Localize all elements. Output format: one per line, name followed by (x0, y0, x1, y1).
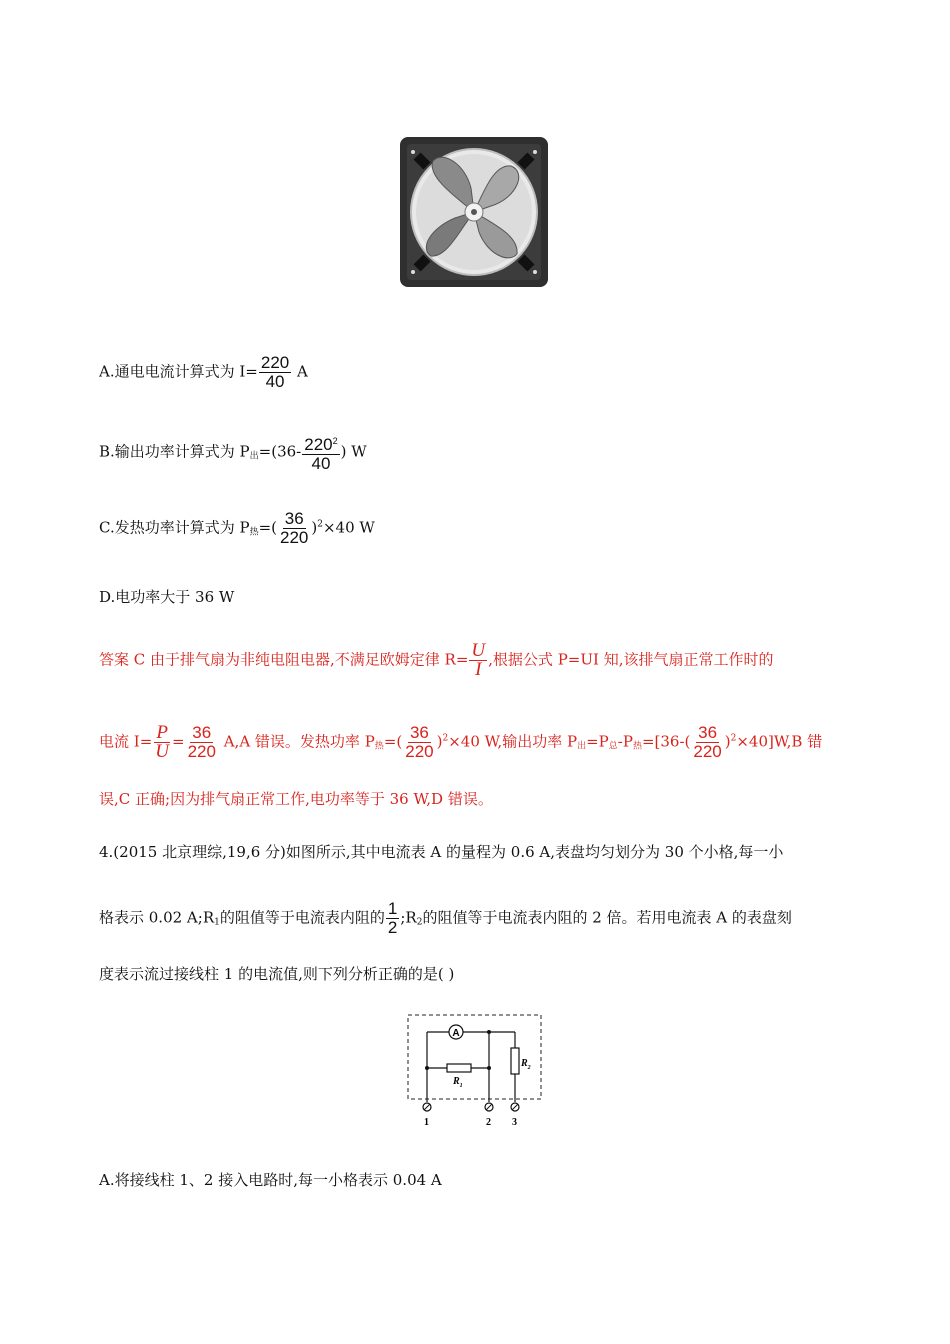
fraction-1-over-2: $\frac{1}{2}$ (387, 899, 398, 937)
option-a-prefix: A.通电电流计算式为 I= (99, 362, 258, 381)
circuit-diagram (405, 1012, 545, 1130)
terminal-label-3: 3 (512, 1117, 517, 1128)
fraction-p-over-u: $\frac{P}{U}$ (155, 722, 169, 762)
r2-label: $R_2$ (521, 1058, 531, 1071)
terminal-label-2: 2 (486, 1117, 491, 1128)
q4-line-1: 4.(2015 北京理综,19,6 分)如图所示,其中电流表 A 的量程为 0.6 A,表盘均匀划分为 30 个小格,每一小 (99, 843, 784, 861)
q4-line-3: 度表示流过接线柱 1 的电流值,则下列分析正确的是( ) (99, 965, 455, 983)
answer-line-1: 答案 C 由于排气扇为非纯电阻电器,不满足欧姆定律 R= $\frac{U}{I}$ ,根据公式 P=UI 知,该排气扇正常工作时的 (99, 640, 774, 680)
answer-line-3: 误,C 正确;因为排气扇正常工作,电功率等于 36 W,D 错误。 (99, 790, 493, 808)
r1-label: $R_1$ (453, 1076, 463, 1089)
q4-option-a: A.将接线柱 1、2 接入电路时,每一小格表示 0.04 A (99, 1171, 442, 1189)
fraction-u-over-i: $\frac{U}{I}$ (471, 640, 486, 680)
fraction-36-over-220: $\frac{36}{220}$ (187, 723, 216, 761)
option-d: D.电功率大于 36 W (99, 588, 235, 606)
answer-line-2: 电流 I= $\frac{P}{U}$ = $\frac{36}{220}$ A,A 错误。发热功率 $P_热=$( $\frac{36}{220}$ )$^2$×40 W,输出功率 $P_出=P_总-P_热=[36-$( $\frac{36}{220}$ )$^2$×40]W,B 错 (99, 722, 823, 762)
exhaust-fan-image (399, 136, 549, 288)
fraction-220-over-40: $\frac{220}{40}$ (260, 353, 290, 391)
terminal-label-1: 1 (424, 1117, 429, 1128)
fraction-36-over-220: $\frac{36}{220}$ (693, 723, 722, 761)
option-a-suffix: A (292, 362, 308, 381)
q4-line-2: 格表示 0.02 $A;R_1$的阻值等于电流表内阻的 $\frac{1}{2}$ $;R_2$的阻值等于电流表内阻的 2 倍。若用电流表 A 的表盘刻 (99, 899, 792, 937)
option-c: C.发热功率计算式为 $P_热=$( $\frac{36}{220}$ )$^2$×40 W (99, 509, 375, 547)
fraction-36-over-220: $\frac{36}{220}$ (405, 723, 434, 761)
option-a (99, 354, 308, 391)
fraction-36-over-220: $\frac{36}{220}$ (280, 509, 309, 547)
r1-resistor (447, 1064, 471, 1072)
dashed-enclosure (408, 1015, 541, 1099)
r2-resistor (511, 1048, 519, 1074)
ammeter-label: A (452, 1028, 460, 1039)
fraction-220sq-over-40: $\frac{220^2}{40}$ (302, 432, 339, 473)
option-b: B.输出功率计算式为 $P_出=(36-$ $\frac{220^2}{40}$ ) W (99, 432, 367, 473)
